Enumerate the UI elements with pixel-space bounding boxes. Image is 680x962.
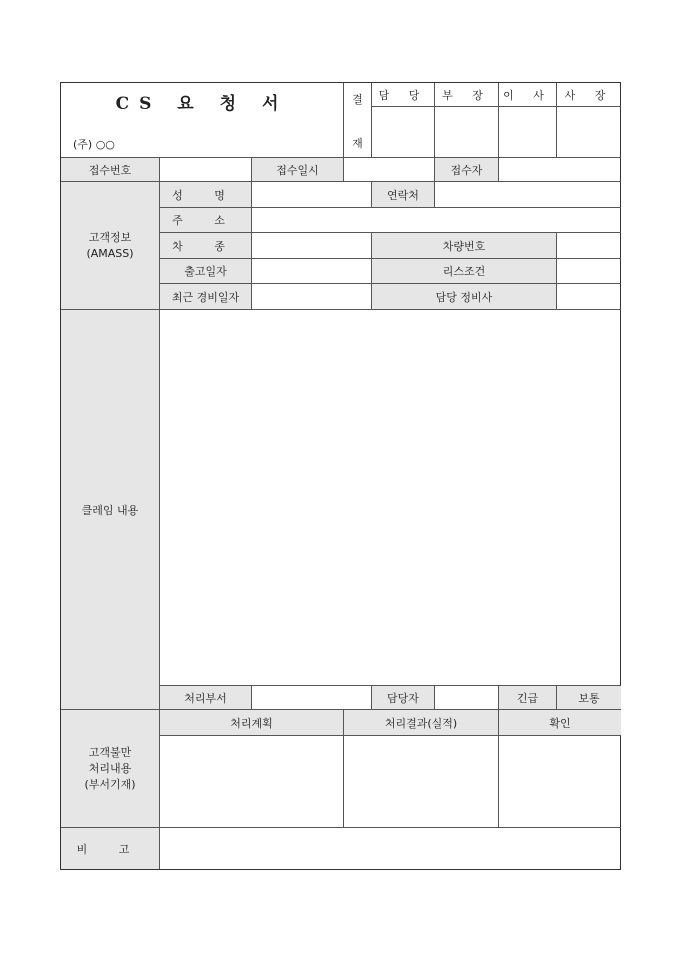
lease-terms-label: 리스조건 (372, 259, 557, 284)
claim-section-label: 클레임 내용 (61, 310, 160, 710)
handling-label-line3: (부서기재) (84, 777, 136, 791)
approver-header-executive: 이 사 (499, 83, 557, 107)
form-title: CS 요 청 서 (115, 94, 289, 114)
approval-label-bottom: 재 (352, 137, 363, 150)
receipt-number-label: 접수번호 (61, 158, 160, 182)
confirm-field[interactable] (499, 736, 621, 828)
name-field[interactable] (252, 182, 372, 208)
cs-request-form (60, 82, 621, 870)
mechanic-field[interactable] (557, 284, 621, 310)
receipt-datetime-label: 접수일시 (252, 158, 344, 182)
approver-header-manager: 담 당 (372, 83, 435, 107)
customer-label-line2: (AMASS) (86, 246, 134, 260)
car-type-field[interactable] (252, 233, 372, 259)
address-field[interactable] (252, 208, 621, 233)
handling-label-line1: 고객불만 (88, 745, 132, 759)
approval-sign-box-2[interactable] (435, 107, 499, 158)
lease-terms-field[interactable] (557, 259, 621, 284)
handling-label-line2: 처리내용 (88, 761, 132, 775)
dept-field[interactable] (252, 686, 372, 710)
plate-number-label: 차량번호 (372, 233, 557, 259)
plan-field[interactable] (160, 736, 344, 828)
name-label: 성 명 (160, 182, 252, 208)
urgent-option[interactable]: 긴급 (499, 686, 557, 710)
customer-label-line1: 고객정보 (88, 230, 132, 244)
receipt-datetime-field[interactable] (344, 158, 435, 182)
release-date-field[interactable] (252, 259, 372, 284)
mechanic-label: 담당 정비사 (372, 284, 557, 310)
confirm-label: 확인 (499, 710, 621, 736)
approval-sign-box-3[interactable] (499, 107, 557, 158)
normal-option[interactable]: 보통 (557, 686, 621, 710)
recent-service-field[interactable] (252, 284, 372, 310)
receiver-label: 접수자 (435, 158, 499, 182)
contact-label: 연락처 (372, 182, 435, 208)
plate-number-field[interactable] (557, 233, 621, 259)
title-cell (61, 83, 344, 158)
contact-field[interactable] (435, 182, 621, 208)
address-label: 주 소 (160, 208, 252, 233)
result-label: 처리결과(실적) (344, 710, 499, 736)
dept-label: 처리부서 (160, 686, 252, 710)
approver-header-director: 부 장 (435, 83, 499, 107)
plan-label: 처리계획 (160, 710, 344, 736)
remarks-field[interactable] (160, 828, 621, 869)
remarks-label: 비 고 (61, 828, 160, 869)
approver-header-president: 사 장 (557, 83, 621, 107)
claim-content-area[interactable] (160, 310, 621, 686)
claim-manager-field[interactable] (435, 686, 499, 710)
handling-section-label (61, 710, 160, 828)
receiver-field[interactable] (499, 158, 621, 182)
approval-label-top: 결 (352, 93, 363, 106)
approval-label-cell (344, 83, 372, 158)
approval-sign-box-1[interactable] (372, 107, 435, 158)
recent-service-label: 최근 경비일자 (160, 284, 252, 310)
approval-sign-box-4[interactable] (557, 107, 621, 158)
receipt-number-field[interactable] (160, 158, 252, 182)
car-type-label: 차 종 (160, 233, 252, 259)
result-field[interactable] (344, 736, 499, 828)
release-date-label: 출고일자 (160, 259, 252, 284)
claim-manager-label: 담당자 (372, 686, 435, 710)
company-name: (주) ○○ (73, 138, 115, 151)
customer-section-label (61, 182, 160, 310)
